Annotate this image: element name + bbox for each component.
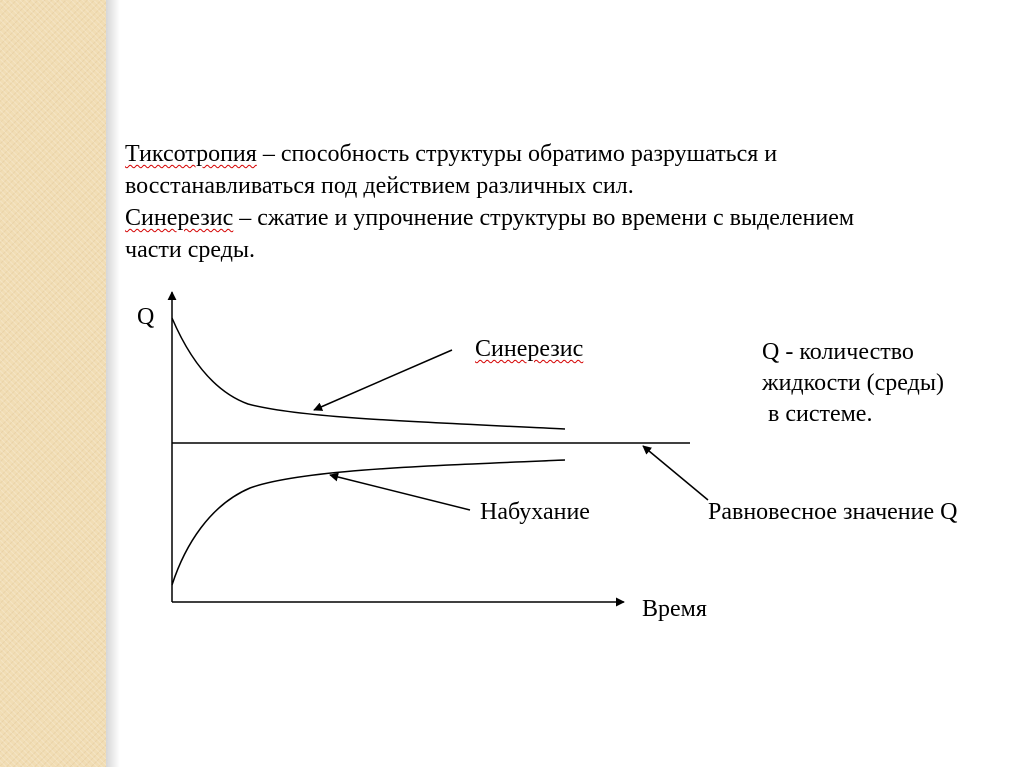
q-legend-line2: жидкости (среды)	[762, 370, 944, 396]
thixotropy-definition-line2: восстанавливаться под действием различных сил.	[125, 173, 634, 199]
x-axis-label: Время	[642, 596, 707, 622]
syneresis-term: Синерезис	[125, 205, 234, 231]
thixotropy-term: Тиксотропия	[125, 141, 257, 167]
thixotropy-definition-text: – способность структуры обратимо разрушаться и	[256, 141, 778, 167]
swelling-curve-label: Набухание	[480, 499, 590, 525]
syneresis-curve-label: Синерезис	[475, 336, 584, 362]
syneresis-definition-text: – сжатие и упрочнение структуры во времени с выделением	[233, 205, 855, 231]
y-axis-label: Q	[137, 304, 155, 330]
syneresis-pointer-arrow	[314, 350, 452, 410]
q-legend-line1: Q - количество	[762, 339, 914, 365]
equilibrium-pointer-arrow	[643, 446, 708, 500]
swelling-pointer-arrow	[330, 475, 470, 510]
q-legend-line3: в системе.	[762, 401, 873, 427]
equilibrium-label: Равновесное значение Q	[708, 499, 958, 525]
syneresis-definition-line2: части среды.	[125, 237, 256, 263]
